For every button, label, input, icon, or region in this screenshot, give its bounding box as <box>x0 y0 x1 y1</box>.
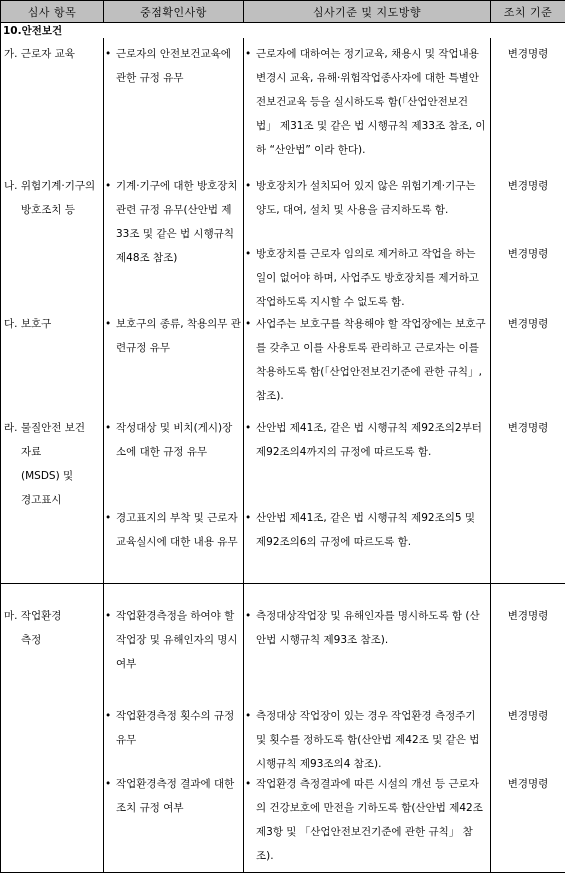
section-row <box>1 23 565 39</box>
criteria-na-b: • 방호장치를 근로자 임의로 제거하고 작업을 하는 일이 없어야 하며, 사업주도 방호장치를 제거하고 작업하도록 지시할 수 없도록 함. <box>245 242 488 314</box>
measure-ga: 변경명령 <box>491 42 565 66</box>
criteria-ma-a: • 측정대상작업장 및 유해인자를 명시하도록 함 (산안법 시행규칙 제93조 참조). <box>245 604 488 652</box>
measure-ma-c: 변경명령 <box>491 772 565 796</box>
item-ra-line1: 라. 물질안전 보건 <box>4 416 85 440</box>
criteria-cell <box>244 38 491 584</box>
measure-da: 변경명령 <box>491 312 565 336</box>
criteria-na-a: • 방호장치가 설치되어 있지 않은 위험기계·기구는 양도, 대여, 설치 및 사용을 금지하도록 함. <box>245 174 488 222</box>
item-da: 다. 보호구 <box>4 312 51 336</box>
criteria-ga: • 근로자에 대하여는 정기교육, 채용시 및 작업내용 변경시 교육, 유해·위험작업종사자에 대한 특별안전보건교육 등을 실시하도록 함(「산업안전보건법」 제31조 및 같은 법 시행규칙 제33조 참조, 이하 “산안법” 이라 한다). <box>245 42 488 162</box>
item-ra-line4: 경고표시 <box>21 488 62 512</box>
measure-cell <box>491 38 565 584</box>
measure-ra-a: 변경명령 <box>491 416 565 440</box>
criteria-ra-b: • 산안법 제41조, 같은 법 시행규칙 제92조의5 및 제92조의6의 규정에 따르도록 함. <box>245 506 488 554</box>
header-criteria: 심사기준 및 지도방향 <box>244 1 491 23</box>
review-items-cell <box>1 38 104 584</box>
key-checks-cell <box>104 584 244 873</box>
table-header-row <box>1 1 565 23</box>
item-ra-line2: 자료 <box>21 440 41 464</box>
table-row <box>1 584 565 873</box>
check-ra-a: • 작성대상 및 비치(게시)장소에 대한 규정 유무 <box>105 416 241 464</box>
item-ma-line1: 마. 작업환경 <box>4 604 61 628</box>
measure-cell <box>491 584 565 873</box>
header-key-checks: 중점확인사항 <box>104 1 244 23</box>
measure-na-a: 변경명령 <box>491 174 565 198</box>
check-na: • 기계·기구에 대한 방호장치 관련 규정 유무(산안법 제33조 및 같은 법 시행규칙 제48조 참조) <box>105 174 241 270</box>
key-checks-cell <box>104 38 244 584</box>
measure-ma-b: 변경명령 <box>491 704 565 728</box>
criteria-ra-a: • 산안법 제41조, 같은 법 시행규칙 제92조의2부터 제92조의4까지의 규정에 따르도록 함. <box>245 416 488 464</box>
criteria-ma-c: • 작업환경 측정결과에 따른 시설의 개선 등 근로자의 건강보호에 만전을 기하도록 함(산안법 제42조제3항 및 「산업안전보건기준에 관한 규칙」 참조). <box>245 772 488 868</box>
check-da: • 보호구의 종류, 착용의무 관련규정 유무 <box>105 312 241 360</box>
check-ga: • 근로자의 안전보건교육에 관한 규정 유무 <box>105 42 241 90</box>
item-ga: 가. 근로자 교육 <box>4 42 75 66</box>
measure-ma-a: 변경명령 <box>491 604 565 628</box>
criteria-cell <box>244 584 491 873</box>
item-ma-line2: 측정 <box>21 628 41 652</box>
item-na-line1: 나. 위험기계·기구의 <box>4 174 95 198</box>
header-measure: 조치 기준 <box>491 1 565 23</box>
item-ra-line3: (MSDS) 및 <box>21 464 73 488</box>
table-row <box>1 38 565 584</box>
criteria-da: • 사업주는 보호구를 착용해야 할 작업장에는 보호구를 갖추고 이를 사용토록 관리하고 근로자는 이를 착용하도록 함(「산업안전보건기준에 관한 규칙」, 참조). <box>245 312 488 408</box>
section-title: 10.안전보건 <box>1 23 565 39</box>
check-ma-a: • 작업환경측정을 하여야 할 작업장 및 유해인자의 명시 여부 <box>105 604 241 676</box>
criteria-ma-b: • 측정대상 작업장이 있는 경우 작업환경 측정주기 및 횟수를 정하도록 함(산안법 제42조 및 같은 법 시행규칙 제93조의4 참조). <box>245 704 488 776</box>
check-ma-c: • 작업환경측정 결과에 대한 조치 규정 여부 <box>105 772 241 820</box>
item-na-line2: 방호조치 등 <box>21 198 75 222</box>
check-ra-b: • 경고표지의 부착 및 근로자 교육실시에 대한 내용 유무 <box>105 506 241 554</box>
header-review-item: 심사 항목 <box>1 1 104 23</box>
measure-na-b: 변경명령 <box>491 242 565 266</box>
check-ma-b: • 작업환경측정 횟수의 규정유무 <box>105 704 241 752</box>
review-items-cell <box>1 584 104 873</box>
